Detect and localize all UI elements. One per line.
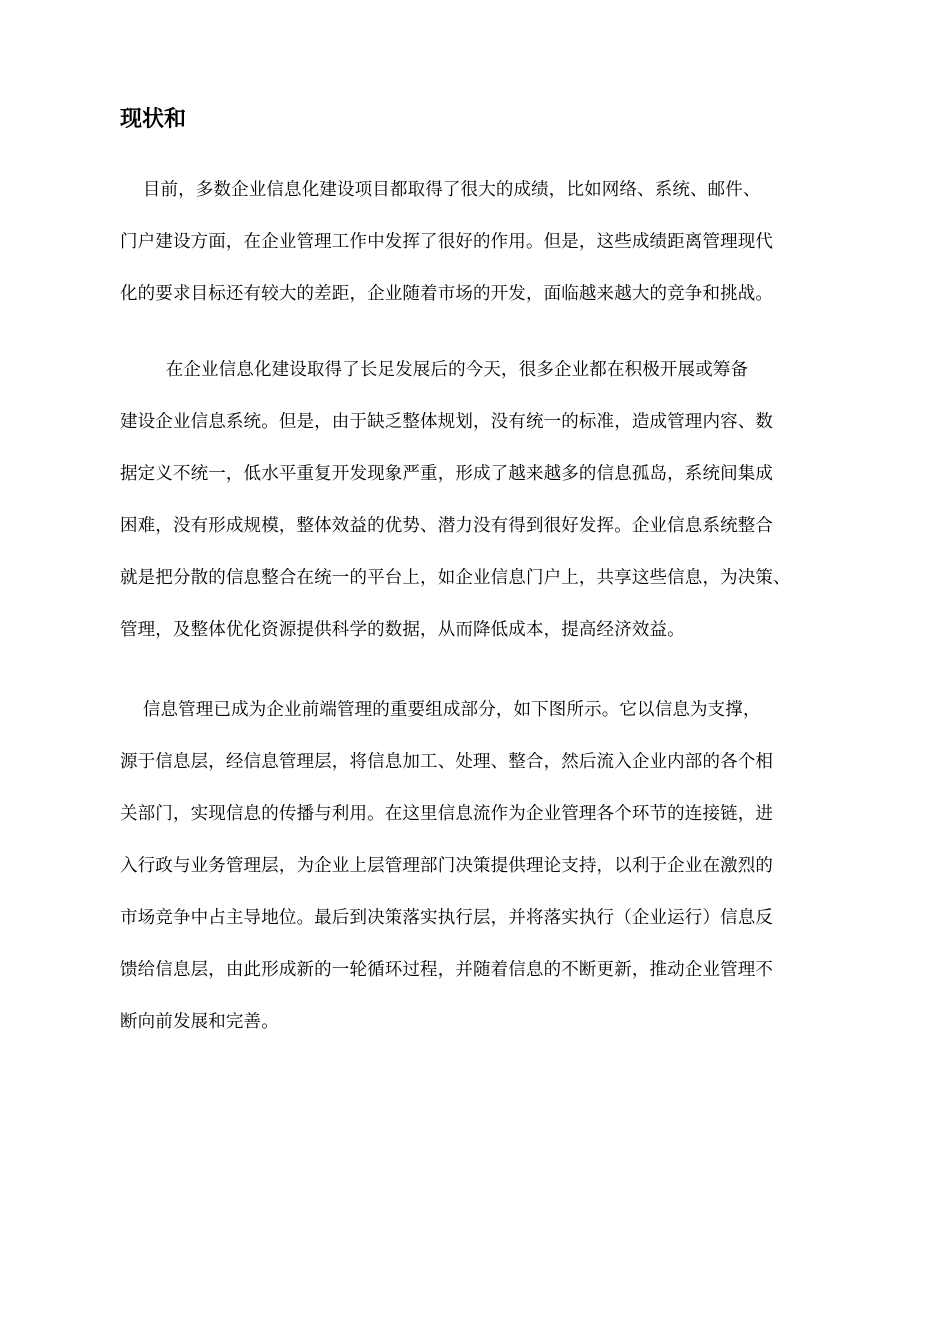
paragraph-line: 据定义不统一，低水平重复开发现象严重，形成了越来越多的信息孤岛，系统间集成 — [120, 464, 774, 484]
paragraph-line: 信息管理已成为企业前端管理的重要组成部分，如下图所示。它以信息为支撑， — [120, 700, 761, 720]
paragraph-line: 目前，多数企业信息化建设项目都取得了很大的成绩，比如网络、系统、邮件、 — [120, 180, 761, 200]
paragraph-line: 困难，没有形成规模，整体效益的优势、潜力没有得到很好发挥。企业信息系统整合 — [120, 516, 774, 536]
paragraph-line: 关部门，实现信息的传播与利用。在这里信息流作为企业管理各个环节的连接链，进 — [120, 804, 774, 824]
paragraph-1 — [120, 164, 773, 320]
paragraph-line: 馈给信息层，由此形成新的一轮循环过程，并随着信息的不断更新，推动企业管理不 — [120, 960, 774, 980]
paragraph-line: 源于信息层，经信息管理层，将信息加工、处理、整合，然后流入企业内部的各个相 — [120, 752, 774, 772]
paragraph-line: 在企业信息化建设取得了长足发展后的今天，很多企业都在积极开展或筹备 — [120, 360, 749, 380]
paragraph-line: 断向前发展和完善。 — [120, 1012, 279, 1032]
paragraph-line: 门户建设方面，在企业管理工作中发挥了很好的作用。但是，这些成绩距离管理现代 — [120, 232, 774, 252]
paragraph-line: 化的要求目标还有较大的差距，企业随着市场的开发，面临越来越大的竞争和挑战。 — [120, 284, 774, 304]
paragraph-line: 就是把分散的信息整合在统一的平台上，如企业信息门户上，共享这些信息，为决策、 — [120, 568, 791, 588]
paragraph-line: 管理，及整体优化资源提供科学的数据，从而降低成本，提高经济效益。 — [120, 620, 685, 640]
paragraph-line: 建设企业信息系统。但是，由于缺乏整体规划，没有统一的标准，造成管理内容、数 — [120, 412, 774, 432]
paragraph-2 — [120, 344, 791, 656]
paragraph-3 — [120, 684, 773, 1048]
paragraph-line: 入行政与业务管理层，为企业上层管理部门决策提供理论支持，以利于企业在激烈的 — [120, 856, 774, 876]
paragraph-line: 市场竞争中占主导地位。最后到决策落实执行层，并将落实执行（企业运行）信息反 — [120, 908, 774, 928]
section-title: 现状和 — [120, 107, 187, 132]
